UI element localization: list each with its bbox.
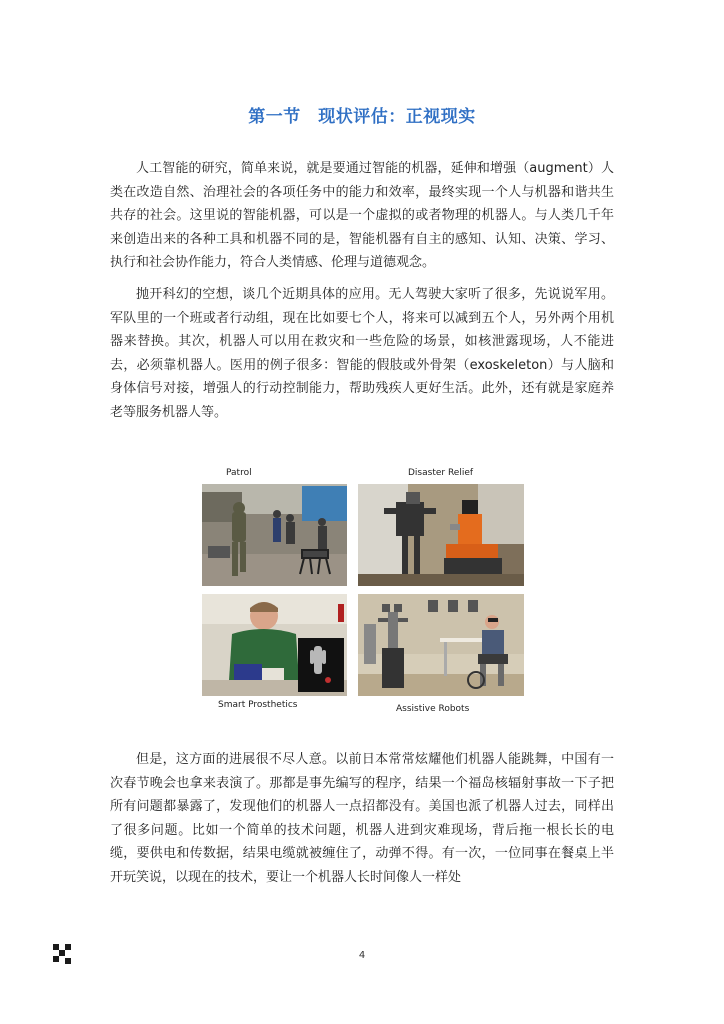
paragraph-1: 人工智能的研究，简单来说，就是要通过智能的机器，延伸和增强（augment）人类在改造自然、治理社会的各项任务中的能力和效率，最终实现一个人与机器和谐共生共存的社会。这里说的智能机器，可以是一个虚拟的或者物理的机器人。与人类几千年来创造出来的各种工具和机器不同的是，智能机器有自主的感知、认知、决策、学习、执行和社会协作能力，符合人类情感、伦理与道德观念。 [110, 161, 614, 270]
label-assistive-robots: Assistive Robots [396, 704, 470, 714]
page-number: 4 [358, 950, 366, 961]
label-smart-prosthetics: Smart Prosthetics [218, 700, 298, 710]
label-disaster-relief: Disaster Relief [408, 468, 474, 478]
smart-prosthetics-photo [202, 594, 347, 696]
robot-applications-figure [196, 462, 536, 722]
label-patrol: Patrol [226, 468, 252, 478]
paragraph-3: 但是，这方面的进展很不尽人意。以前日本常常炫耀他们机器人能跳舞，中国有一次春节晚会也拿来表演了。那都是事先编写的程序，结果一个福岛核辐射事故一下子把所有问题都暴露了，发现他们的机器人一点招都没有。美国也派了机器人过去，同样出了很多问题。比如一个简单的技术问题，机器人进到灾难现场，背后拖一根长长的电缆，要供电和传数据，结果电缆就被缠住了，动弹不得。有一次，一位同事在餐桌上半开玩笑说，以现在的技术，要让一个机器人长时间像人一样处 [110, 752, 614, 885]
patrol-photo [202, 484, 347, 586]
paragraph-2: 抛开科幻的空想，谈几个近期具体的应用。无人驾驶大家听了很多，先说说军用。军队里的一个班或者行动组，现在比如要七个人，将来可以减到五个人，另外两个用机器来替换。其次，机器人可以用在救灾和一些危险的场景，如核泄露现场，人不能进去，必须靠机器人。医用的例子很多：智能的假肢或外骨架（exoskeleton）与人脑和身体信号对接，增强人的行动控制能力，帮助残疾人更好生活。此外，还有就是家庭养老等服务机器人等。 [110, 287, 614, 420]
disaster-relief-photo [358, 484, 524, 586]
section-title: 第一节 现状评估：正视现实 [248, 107, 476, 127]
assistive-robots-photo [358, 594, 524, 696]
